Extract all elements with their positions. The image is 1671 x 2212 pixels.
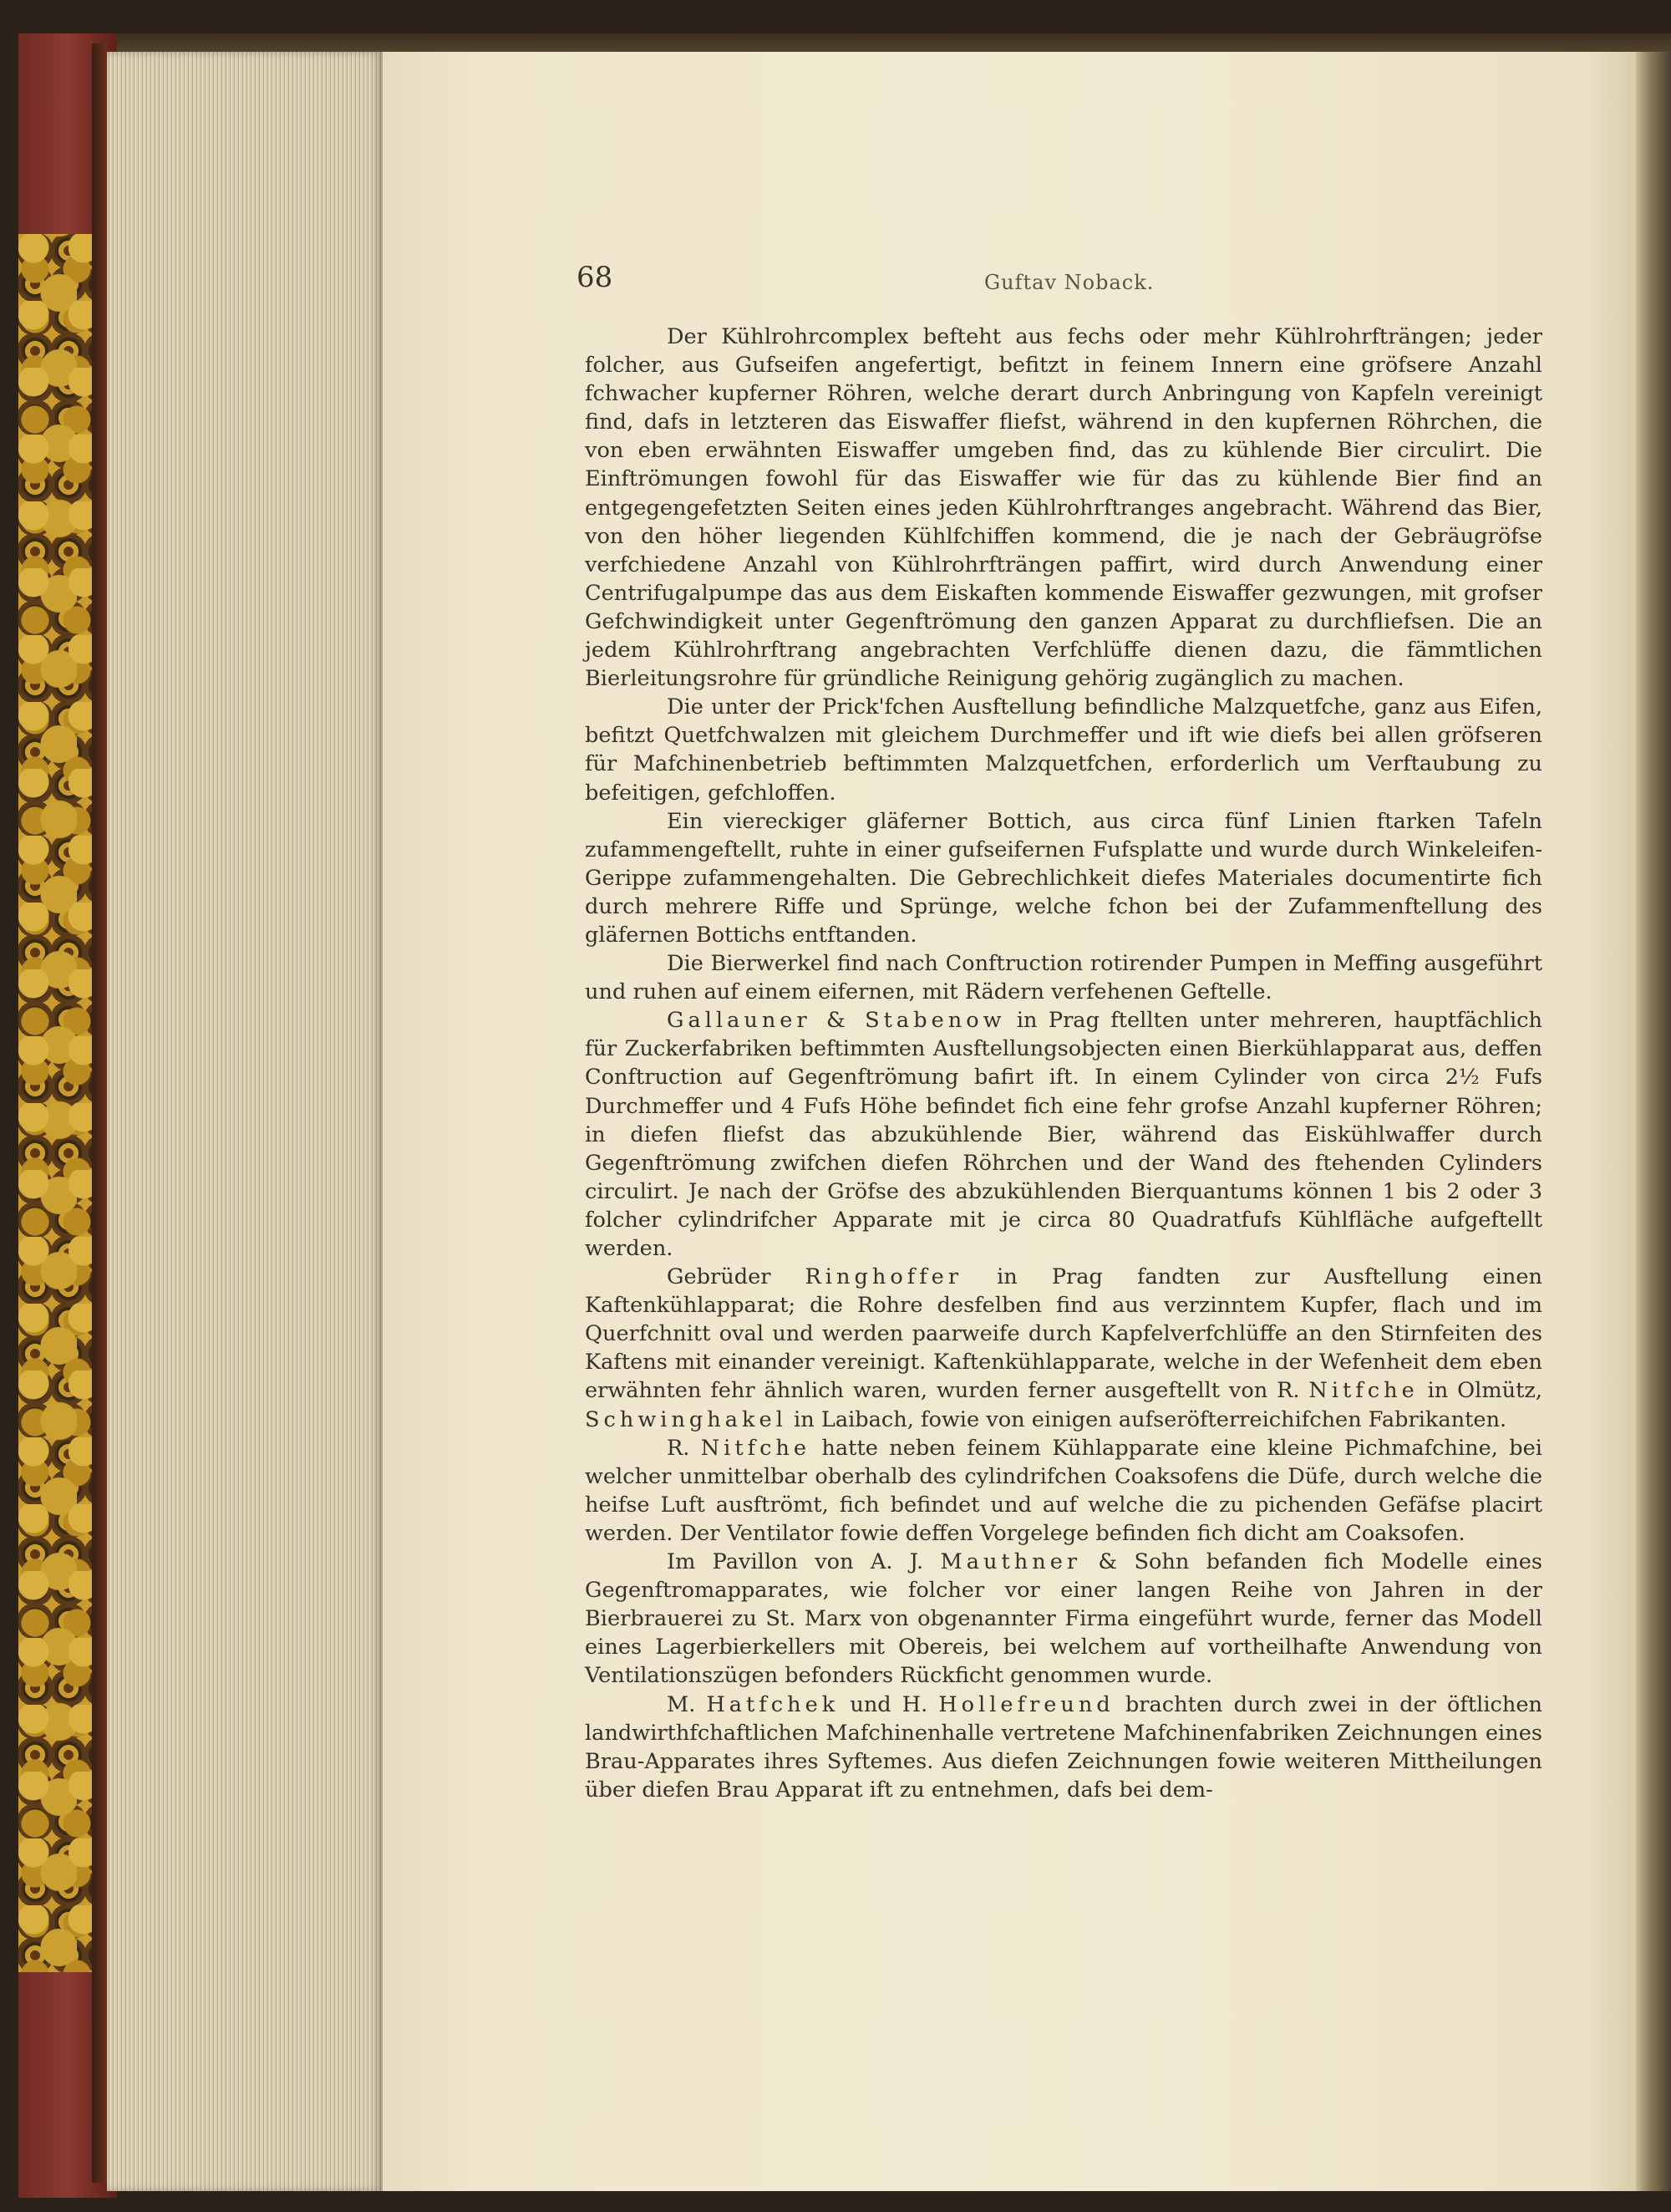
paragraph: Ein viereckiger gläferner Bottich, aus circa fünf Linien ftarken Tafeln zufammengeftellt, ruhte in einer gufseifernen Fufsplatte und wurde durch Winkeleifen-Gerippe zufammengehalten. Die Gebrechlichkeit diefes Materiales documentirte fich durch mehrere Riffe und Sprünge, welche fchon bei der Zufammenftellung des gläfernen Bottichs entftanden. [585,808,1542,948]
company-name: Schwinghakel [585,1406,787,1432]
paragraph: Die unter der Prick'fchen Ausftellung befindliche Malzquetfche, ganz aus Eifen, befitzt Quetfchwalzen mit gleichem Durchmeffer und ift wie diefs bei allen gröfseren für Mafchinenbetrieb beftimmten Malzquetfchen, erforderlich um Verftaubung zu befeitigen, gefchloffen. [585,694,1542,806]
book-gutter-right [1636,52,1671,2191]
paragraph-lead: R. [667,1435,701,1461]
paragraph-gallauner [585,1006,1542,1263]
paragraph-text: & Sohn befanden fich Modelle eines Gegenftromapparates, wie folcher vor einer langen Reihe von Jahren in der Bierbrauerei zu St. Marx von obgenannter Firma eingeführt wurde, ferner das Modell eines Lagerbierkellers mit Obereis, bei welchem auf vortheilhafte Anwendung von Ventilationszügen befonders Rückficht genommen wurde. [585,1549,1542,1689]
paragraph: Die Bierwerkel find nach Conftruction rotirender Pumpen in Meffing ausgeführt und ruhen auf einem eifernen, mit Rädern verfehenen Geftelle. [585,951,1542,1005]
paragraph-ringhoffer [585,1263,1542,1434]
company-name: Ringhoffer [805,1264,963,1290]
paragraph-hatfchek [585,1691,1542,1804]
paragraph-text: hatte neben feinem Kühlapparate eine kleine Pichmafchine, bei welcher unmittelbar oberhalb des cylindrifchen Coaksofens die Düfe, durch welche die heifse Luft ausftrömt, fich befindet und auf welche die zu pichenden Gefäfse placirt werden. Der Ventilator fowie deffen Vorgelege befinden fich dicht am Coaksofen. [585,1435,1542,1546]
paragraph-mauthner [585,1548,1542,1690]
page-header [576,261,1546,303]
running-title: Guftav Noback. [984,271,1155,294]
paragraph-lead: M. [667,1691,707,1717]
company-name: Gallauner & Stabenow [667,1008,1006,1034]
paragraph-text: brachten durch zwei in der öftlichen landwirthfchaftlichen Mafchinenhalle vertretene Mafchinenfabriken Zeichnungen eines Brau-Apparates ihres Syftemes. Aus diefen Zeichnungen fowie weiteren Mittheilungen über diefen Brau Apparat ift zu entnehmen, dafs bei dem- [585,1691,1542,1803]
paragraph-text: und H. [839,1691,939,1717]
paragraph-text: in Laibach, fowie von einigen aufseröfterreichifchen Fabrikanten. [786,1406,1507,1432]
body-text [585,323,1542,1804]
company-name: Mauthner [940,1549,1082,1575]
company-name: Hatfchek [706,1691,840,1717]
paragraph: Der Kühlrohrcomplex befteht aus fechs oder mehr Kühlrohrfträngen; jeder folcher, aus Gufseifen angefertigt, befitzt in feinem Innern eine gröfsere Anzahl fchwacher kupferner Röhren, welche derart durch Anbringung von Kapfeln vereinigt find, dafs in letzteren das Eiswaffer fliefst, während in den kupfernen Röhrchen, die von eben erwähnten Eiswaffer umgeben find, das zu kühlende Bier circulirt. Die Einftrömungen fowohl für das Eiswaffer wie für das zu kühlende Bier find an entgegengefetzten Seiten eines jeden Kühlrohrftranges angebracht. Während das Bier, von den höher liegenden Kühlfchiffen kommend, die je nach der Gebräugröfse verfchiedene Anzahl von Kühlrohrfträngen paffirt, wird durch Anwendung einer Centrifugalpumpe das aus dem Eiskaften kommende Eiswaffer gezwungen, mit grofser Gefchwindigkeit unter Gegenftrömung den ganzen Apparat zu durchfliefsen. Die an jedem Kühlrohrftrang angebrachten Verfchlüffe dienen dazu, die fämmtlichen Bierleitungsrohre für gründliche Reinigung gehörig zugänglich zu machen. [585,324,1542,692]
company-name: Hollefreund [938,1691,1115,1717]
company-name: Nitfche [1308,1378,1419,1404]
paragraph-text: in Prag fandten zur Ausftellung einen Kaftenkühlapparat; die Rohre desfelben find aus verzinntem Kupfer, flach und im Querfchnitt oval und werden paarweife durch Kapfelverfchlüffe an den Stirnfeiten des Kaftens mit einander vereinigt. Kaftenkühlapparate, welche in der Wefenheit dem eben erwähnten fehr ähnlich waren, wurden ferner ausgeftellt von R. [585,1264,1543,1404]
paragraph-lead: Gebrüder [667,1264,805,1290]
company-name: Nitfche [700,1435,811,1461]
paragraph-lead: Im Pavillon von A. J. [667,1549,941,1575]
page-stack [107,52,383,2191]
paragraph-text: in Olmütz, [1418,1378,1543,1404]
book-spine [92,43,107,2183]
paragraph-text: in Prag ftellten unter mehreren, hauptfächlich für Zuckerfabriken beftimmten Ausftellungsobjecten einen Bierkühlapparat aus, deffen Conftruction auf Gegenftrömung bafirt ift. In einem Cylinder von circa 2½ Fufs Durchmeffer und 4 Fufs Höhe befindet fich eine fehr grofse Anzahl kupferner Röhren; in diefen fliefst das abzukühlende Bier, während das Eiskühlwaffer durch Gegenftrömung zwifchen diefen Röhrchen und der Wand des ftehenden Cylinders circulirt. Je nach der Gröfse des abzukühlenden Bierquantums können 1 bis 2 oder 3 folcher cylindrifcher Apparate mit je circa 80 Quadratfufs Kühlfläche aufgeftellt werden. [585,1008,1542,1261]
page-number: 68 [576,261,613,294]
paragraph-nitfche [585,1434,1542,1548]
